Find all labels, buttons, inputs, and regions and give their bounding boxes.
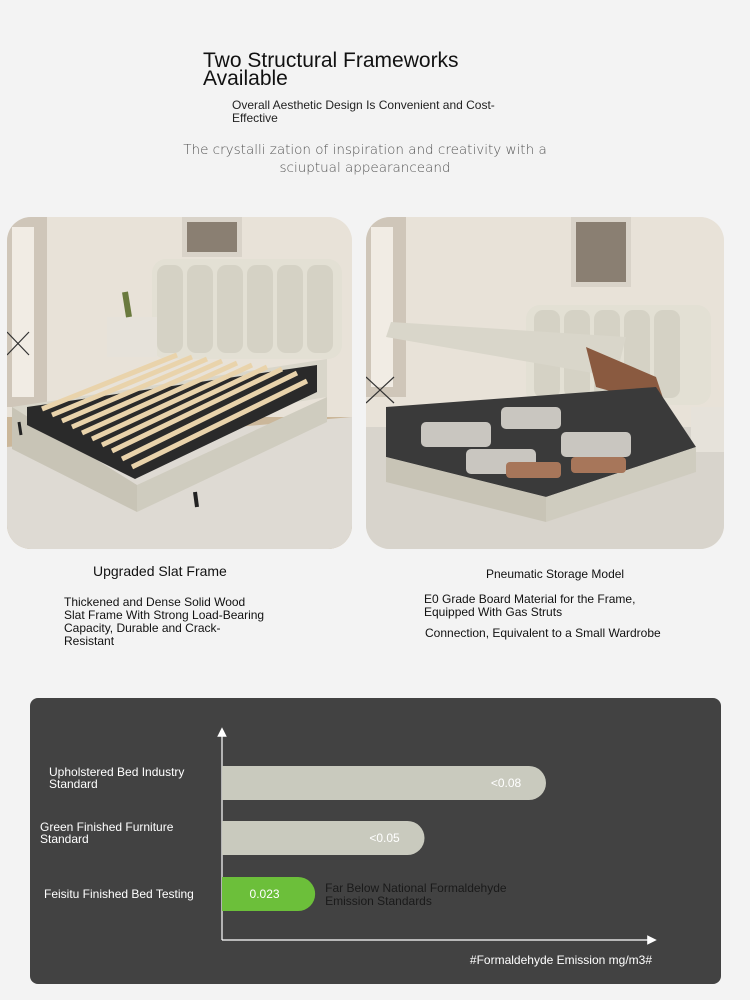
x-axis-label: #Formaldehyde Emission mg/m3# bbox=[469, 953, 652, 967]
feature-title-storage: Pneumatic Storage Model bbox=[486, 567, 625, 581]
page-description: The crystalli zation of inspiration and creativity with a sciuptual appearanceand bbox=[183, 142, 547, 176]
bar-value-label-2: 0.023 bbox=[249, 887, 280, 901]
bar-value-label-0: <0.08 bbox=[490, 776, 522, 790]
category-label-2: Feisitu Finished Bed Testing bbox=[44, 887, 194, 901]
page-title: Two Structural Frameworks Available bbox=[203, 49, 459, 90]
feature-desc-storage-line2: Connection, Equivalent to a Small Wardrobe bbox=[425, 626, 661, 640]
category-label-0: Upholstered Bed Industry Standard bbox=[49, 765, 185, 791]
bar-value-label-1: <0.05 bbox=[369, 831, 400, 845]
annotation-label: Far Below National Formaldehyde Emission Standards bbox=[325, 881, 507, 908]
slat-frame-photo bbox=[7, 217, 352, 549]
page-subtitle: Overall Aesthetic Design Is Convenient and Cost-Effective bbox=[232, 98, 495, 125]
feature-desc-slat-frame: Thickened and Dense Solid Wood Slat Frame With Strong Load-Bearing Capacity, Durable and Crack-Resistant bbox=[64, 595, 265, 648]
formaldehyde-chart-panel bbox=[30, 698, 721, 984]
feature-title-slat-frame: Upgraded Slat Frame bbox=[93, 563, 227, 579]
feature-desc-storage-line1: E0 Grade Board Material for the Frame, Equipped With Gas Struts bbox=[424, 592, 636, 619]
formaldehyde-chart bbox=[30, 698, 721, 984]
storage-bed-photo bbox=[366, 217, 724, 549]
category-label-1: Green Finished Furniture Standard bbox=[40, 820, 174, 846]
